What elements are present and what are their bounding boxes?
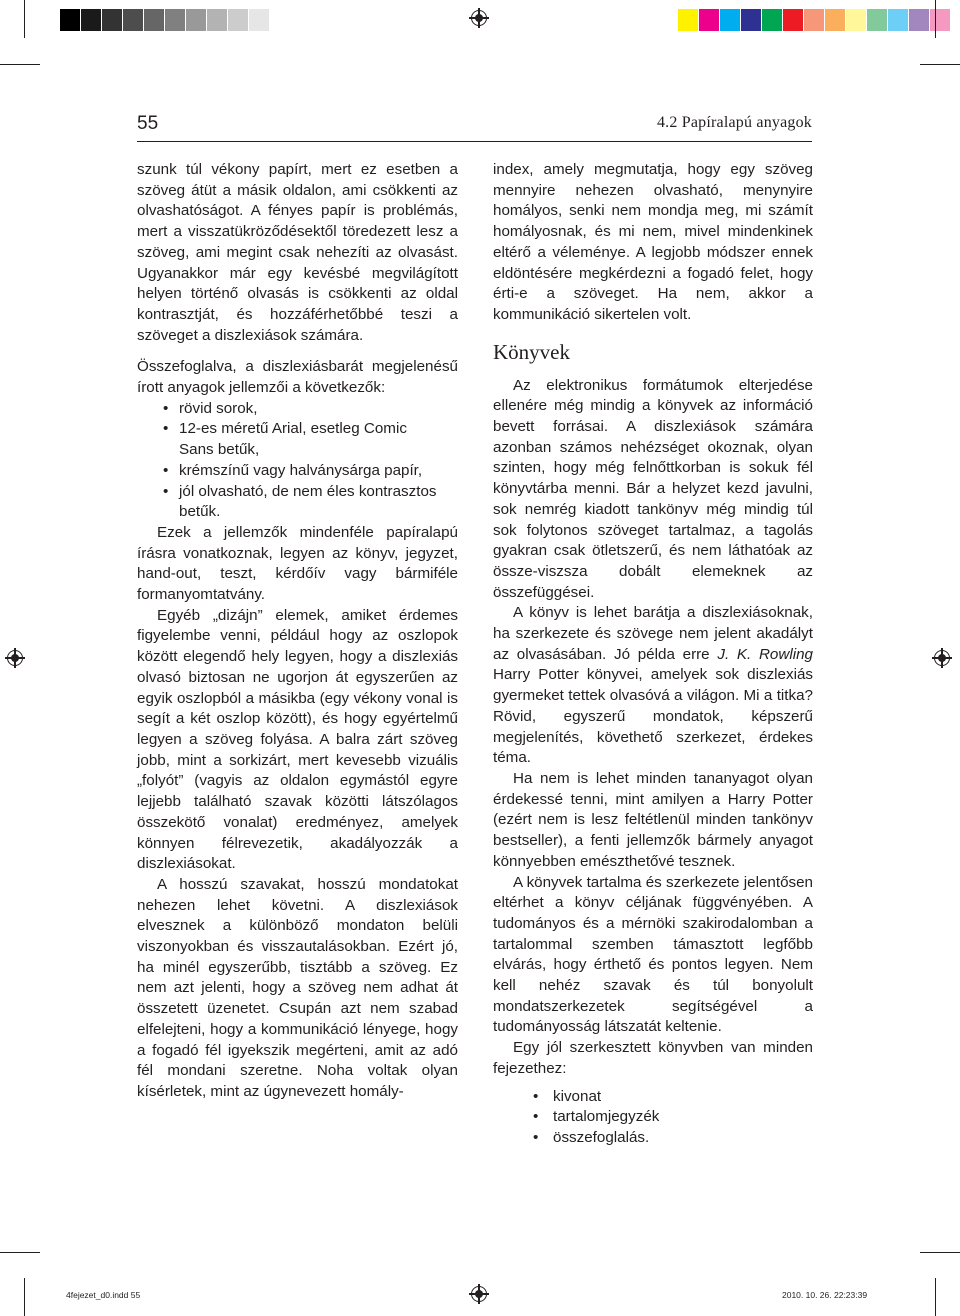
paragraph-text: Harry Potter könyvei, amelyek sok diszlexiás gyermeket tettek olvasóvá a világon. Mi a titka? Rövid, egyszerű mondatok, képszerű megjelenítés, követhető szerkezet, érdekes téma. [493,666,813,767]
running-head: 4.2 Papíralapú anyagok [656,114,812,131]
gray-swatch [186,9,207,31]
gray-swatch [102,9,123,31]
list-item: • rövid sorok, [137,399,458,420]
paragraph: Ezek a jellemzők mindenféle papíralapú írásra vonatkoznak, legyen az könyv, jegyzet, hand-out, teszt, kérdőív vagy bármiféle formanyomtatvány. [137,523,458,604]
color-swatch [783,9,804,31]
color-swatch [678,9,699,31]
section-heading: Könyvek [493,339,570,364]
list-item: • krémszínű vagy halványsárga papír, [137,461,458,482]
registration-mark-left [7,650,23,666]
feature-list [137,399,458,523]
crop-mark [0,1252,40,1253]
registration-mark-top [471,10,487,26]
paragraph: Egyéb „dizájn” elemek, amiket érdemes figyelembe venni, például hogy az oszlopok között elegendő hely legyen, hogy a diszlexiás olvasó biztosan ne ugorjon át egyszerűen az egyik oszlopból a másikba (egy vékony vonal is segít a két oszlop között), és hogy egyértelmű legyen a szöveg folyása. A balra zárt szöveg jobb, mint a sorkizárt, mert kevesebb vizuális „folyót” (vagyis az oldalon egymástól egyre lejjebb található szavak közötti látszólagos összekötő vonalat) eredményez, amelyek könnyen félrevezetik, akadályozzák a diszlexiásokat. [137,606,458,873]
color-swatch [888,9,909,31]
gray-swatch [207,9,228,31]
crop-mark [0,64,40,65]
color-swatch [909,9,930,31]
paragraph: Az elektronikus formátumok elterjedése ellenére még mindig a könyvek az információ bevett forrásai. A diszlexiások számára azonban számos nehézséget okoznak, olyan szinten, hogy még felnőttkorban is sokuk fél könyvtárba menni. Bár a helyzet kezd javulni, sok nemrég kiadott tankönyv még mindig túl sok folytonos szöveget tartalmaz, a tagolás gyakran csak ötletszerű, és nem láthatóak az össze-viszsza dobált elemeknek az összefüggései. [493,376,813,601]
author-name: J. K. Rowling [717,645,813,663]
paragraph: Ha nem is lehet minden tananyagot olyan érdekessé tenni, mint amilyen a Harry Potter (ezért nem is lesz feltétlenül minden tankönyv bestseller), a fenti jellemzők bármely anyagot könnyebben emészthetővé tesznek. [493,769,813,870]
list-item: • jól olvasható, de nem éles kontrasztos betűk. [137,482,458,523]
slug-timestamp: 2010. 10. 26. 22:23:39 [782,1290,868,1300]
paragraph: szunk túl vékony papírt, mert ez esetben a szöveg átüt a másik oldalon, ami csökkenti az olvashatóságot. A fényes papír is problémás, mert a visszatükröződésektől töredezett lesz a szöveg, ami megint csak nehezíti az olvasást. Ugyanakkor már egy kevésbé megvilágított helyen történő olvasás is csökkenti az oldal kontrasztját, és hozzáférhetőbbé teszi a szöveget a diszlexiások számára. [137,161,458,344]
color-swatch [804,9,825,31]
crop-mark [920,64,960,65]
crop-mark [920,1252,960,1253]
paragraph: Egy jól szerkesztett könyvben van minden fejezethez: [493,1039,813,1077]
crop-mark [935,0,936,38]
list-item: • összefoglalás. [493,1128,813,1149]
paragraph: A könyvek tartalma és szerkezete jelentősen eltérhet a könyv céljának függvényében. A tudományos és a mérnöki szakirodalomban a tartalommal szemben támasztott legfőbb elvárás, hogy érthető és pontos legyen. Nem kell nehéz szavak és túl bonyolult mondatszerkezetek segítségével a tudományosság látszatát keltenie. [493,873,813,1036]
color-swatch [867,9,888,31]
color-swatch [699,9,720,31]
gray-swatch [144,9,165,31]
right-column [493,160,813,1149]
gray-swatch [123,9,144,31]
gray-swatch [228,9,249,31]
paragraph [493,603,813,769]
chapter-contents-list [493,1087,813,1149]
registration-mark-bottom [471,1286,487,1302]
list-item: • 12-es méretű Arial, esetleg Comic Sans betűk, [137,419,458,460]
paragraph: index, amely megmutatja, hogy egy szöveg mennyire nehezen olvasható, menynyire homályos, senki nem mondja meg, mi számít homályosnak, és mi nem, mivel mindenkinek eltérő a véleménye. A legjobb módszer ennek eldöntésére megkérdezni a fogadó felet, hogy érti-e a szöveget. Ha nem, akkor a kommunikáció sikertelen volt. [493,161,813,323]
color-swatch [720,9,741,31]
cmyk-color-bar [678,9,951,31]
gray-swatch [81,9,102,31]
paragraph: Összefoglalva, a diszlexiásbarát megjelenésű írott anyagok jellemzői a következők: [137,358,458,397]
color-swatch [762,9,783,31]
crop-mark [24,0,25,38]
slug-filename: 4fejezet_d0.indd 55 [66,1290,141,1300]
color-swatch [825,9,846,31]
left-column [137,160,458,1103]
color-swatch [846,9,867,31]
header-rule [137,141,812,142]
paragraph: A hosszú szavakat, hosszú mondatokat nehezen lehet követni. A diszlexiások elvesznek a különböző mondaton belüli viszonyokban és visszautalásokban. Ezért jó, ha minél egyszerűbb, tisztább a szöveg. Ez nem azt jelenti, hogy a szöveg nem adhat át összetett üzenetet. Csupán azt nem szabad elfelejteni, hogy a kommunikáció lényege, hogy a fogadó fél igyekszik megérteni, amit az adó fél mondani szeretne. Noha voltak olyan kísérletek, mint az úgynevezett homály- [137,875,458,1100]
grayscale-color-bar [60,9,270,31]
gray-swatch [165,9,186,31]
list-item: • tartalomjegyzék [493,1107,813,1128]
crop-mark [24,1278,25,1316]
color-swatch [741,9,762,31]
list-item: • kivonat [493,1087,813,1108]
page-number: 55 [137,113,159,134]
crop-mark [935,1278,936,1316]
gray-swatch [249,9,270,31]
color-swatch [930,9,951,31]
registration-mark-right [934,650,950,666]
paragraph-text: A könyv is lehet barátja a diszlexiásoknak, ha szerkezete és szövege nem jelent akadályt az olvasásában. Jó példa erre [493,604,813,663]
gray-swatch [60,9,81,31]
